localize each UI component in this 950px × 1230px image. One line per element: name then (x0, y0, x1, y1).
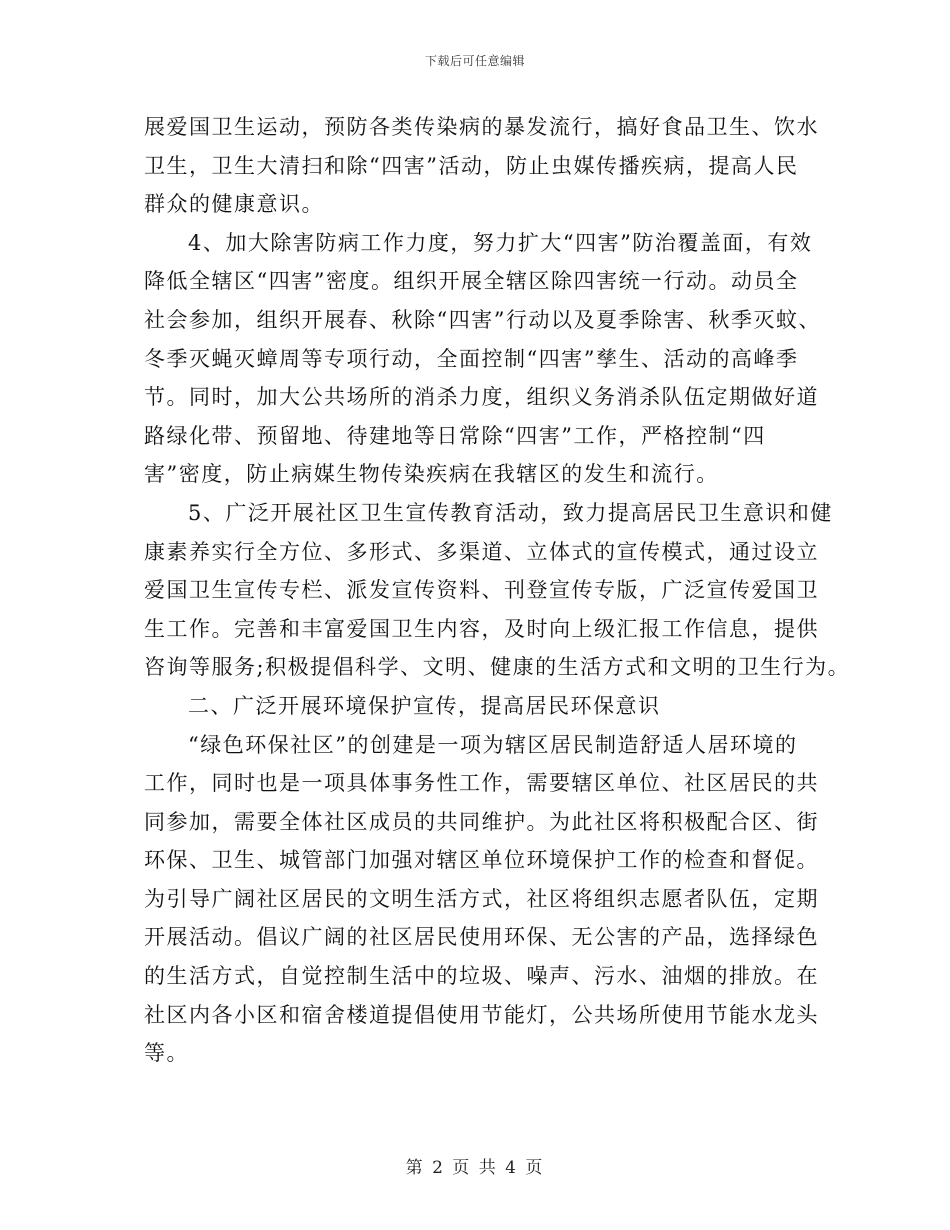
body-line: 等。 (144, 1041, 189, 1066)
document-body (144, 108, 851, 1073)
body-line: 社区内各小区和宿舍楼道提倡使用节能灯，公共场所使用节能水龙头 (144, 1002, 819, 1027)
body-line: 环保、卫生、城管部门加强对辖区单位环境保护工作的检查和督促。 (144, 848, 819, 873)
page-header: 下载后可任意编辑 (424, 54, 525, 68)
paragraph-4-start: 4、加大除害防病工作力度，努力扩大“四害”防治覆盖面，有效 (188, 230, 813, 255)
body-line: 的生活方式，自觉控制生活中的垃圾、噪声、污水、油烟的排放。在 (144, 964, 819, 989)
body-line: 康素养实行全方位、多形式、多渠道、立体式的宣传模式，通过设立 (144, 539, 819, 564)
body-line: 害”密度，防止病媒生物传染疾病在我辖区的发生和流行。 (144, 462, 719, 487)
section-heading: 二、广泛开展环境保护宣传，提高居民环保意识 (188, 693, 661, 718)
body-line: 咨询等服务;积极提倡科学、文明、健康的生活方式和文明的卫生行为。 (144, 655, 851, 680)
body-line: 群众的健康意识。 (144, 192, 324, 217)
body-line: 爱国卫生宣传专栏、派发宣传资料、刊登宣传专版，广泛宣传爱国卫 (144, 578, 819, 603)
body-line: 工作，同时也是一项具体事务性工作，需要辖区单位、社区居民的共 (144, 771, 819, 796)
body-line: 为引导广阔社区居民的文明生活方式，社区将组织志愿者队伍，定期 (144, 886, 819, 911)
body-line: 节。同时，加大公共场所的消杀力度，组织义务消杀队伍定期做好道 (144, 385, 819, 410)
body-line: 卫生，卫生大清扫和除“四害”活动，防止虫媒传播疾病，提高人民 (144, 153, 799, 178)
body-line: 开展活动。倡议广阔的社区居民使用环保、无公害的产品，选择绿色 (144, 925, 819, 950)
body-line: 同参加，需要全体社区成员的共同维护。为此社区将积极配合区、街 (144, 809, 819, 834)
paragraph-5-start: 5、广泛开展社区卫生宣传教育活动，致力提高居民卫生意识和健 (188, 500, 833, 525)
body-line: 路绿化带、预留地、待建地等日常除“四害”工作，严格控制“四 (144, 423, 766, 448)
body-line: 降低全辖区“四害”密度。组织开展全辖区除四害统一行动。动员全 (144, 269, 799, 294)
body-line: 社会参加，组织开展春、秋除“四害”行动以及夏季除害、秋季灭蚊、 (144, 307, 821, 332)
page-number: 第 2 页 共 4 页 (405, 1158, 545, 1178)
body-line: 展爱国卫生运动，预防各类传染病的暴发流行，搞好食品卫生、饮水 (144, 115, 819, 139)
body-line: 冬季灭蝇灭蟑周等专项行动，全面控制“四害”孳生、活动的高峰季 (144, 346, 799, 371)
paragraph-start: “绿色环保社区”的创建是一项为辖区居民制造舒适人居环境的 (188, 732, 798, 757)
body-line: 生工作。完善和丰富爱国卫生内容，及时向上级汇报工作信息，提供 (144, 616, 819, 641)
